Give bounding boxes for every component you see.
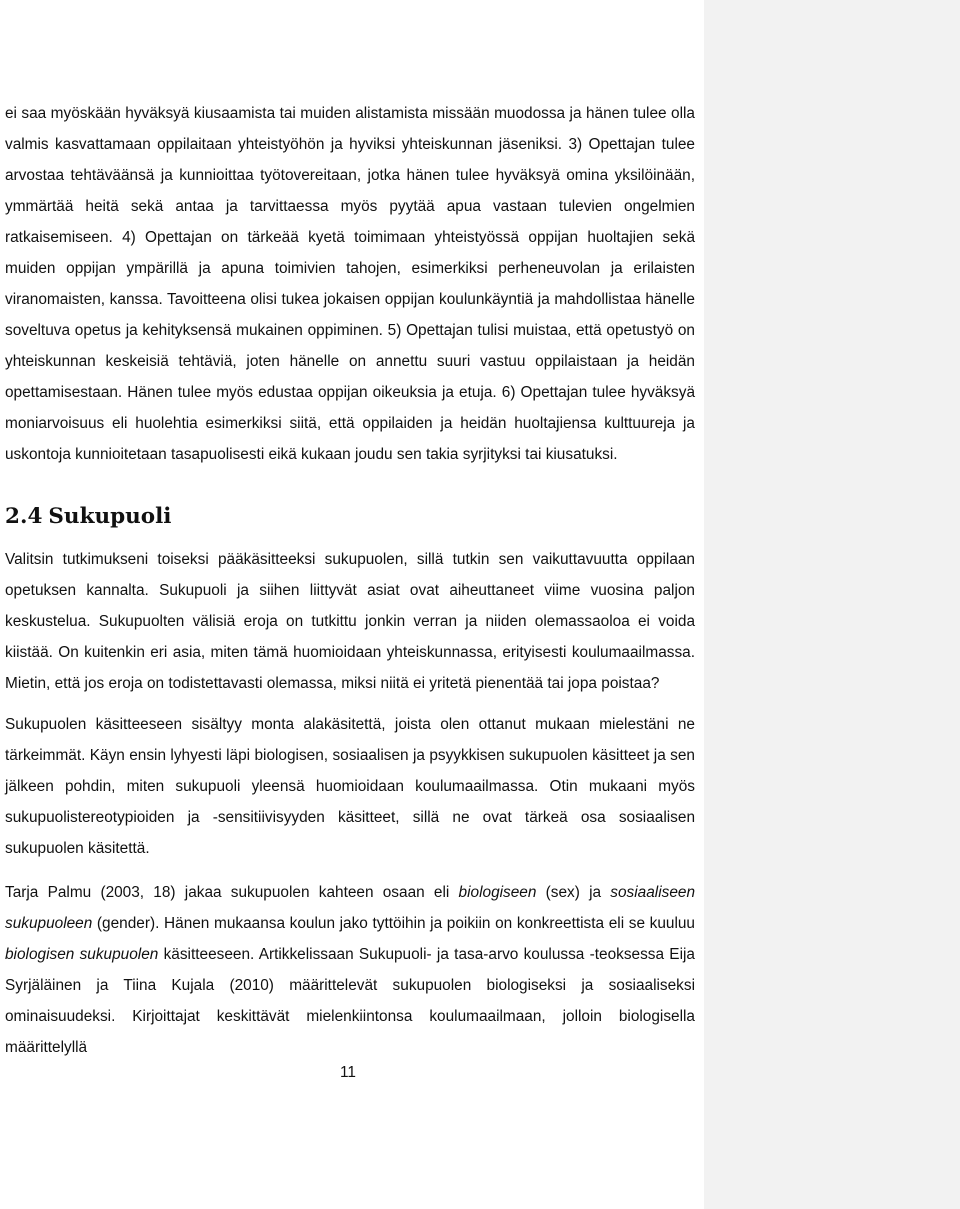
paragraph-4-text: (sex) ja [536, 884, 611, 901]
section-number: 2.4 [5, 504, 43, 529]
paragraph-4-text: käsitteeseen. Artikkelissaan Sukupuoli- ja tasa-arvo koulussa -teoksessa Eija Syrjäläinen ja Tiina Kujala (2010) määrittelevät sukupuolen biologiseksi ja sosiaaliseksi ominaisuudeksi. Kirjoittajat keskittävät mielenkiintonsa koulumaailmaan, jolloin biologisella määrittelyllä [5, 946, 695, 1056]
paragraph-4 [5, 877, 695, 1063]
section-title: Sukupuoli [48, 504, 172, 529]
term-biological-sex: biologisen sukupuolen [5, 946, 159, 963]
paragraph-2: Valitsin tutkimukseni toiseksi pääkäsitteeksi sukupuolen, sillä tutkin sen vaikuttavuutta oppilaan opetuksen kannalta. Sukupuoli ja siihen liittyvät asiat ovat aiheuttaneet viime vuosina paljon keskustelua. Sukupuolten välisiä eroja on tutkittu jonkin verran ja niiden olemassaoloa ei voida kiistää. On kuitenkin eri asia, miten tämä huomioidaan yhteiskunnassa, erityisesti koulumaailmassa. Mietin, että jos eroja on todistettavasti olemassa, miksi niitä ei yritetä pienentää tai jopa poistaa? [5, 551, 695, 692]
comment-pane [704, 0, 960, 1209]
paragraph-4-text: Tarja Palmu (2003, 18) jakaa sukupuolen kahteen osaan eli [5, 884, 459, 901]
page-number: 11 [340, 1064, 356, 1081]
paragraph-4-text: (gender). Hänen mukaansa koulun jako tyttöihin ja poikiin on konkreettista eli se kuuluu [92, 915, 695, 932]
paragraph-1: ei saa myöskään hyväksyä kiusaamista tai muiden alistamista missään muodossa ja hänen tulee olla valmis kasvattamaan oppilaitaan yhteistyöhön ja hyviksi yhteiskunnan jäseniksi. 3) Opettajan tulee arvostaa tehtäväänsä ja kunnioittaa työtovereitaan, jotka hänen tulee hyväksyä omina yksilöinään, ymmärtää heitä sekä antaa ja tarvittaessa myös pyytää apua vastaan tulevien ongelmien ratkaisemiseen. 4) Opettajan on tärkeää kyetä toimimaan yhteistyössä oppijan huoltajien sekä muiden oppijan ympärillä ja apuna toimivien tahojen, esimerkiksi perheneuvolan ja erilaisten viranomaisten, kanssa. Tavoitteena olisi tukea jokaisen oppijan koulunkäyntiä ja mahdollistaa hänelle soveltuva opetus ja kehityksensä mukainen oppiminen. 5) Opettajan tulisi muistaa, että opetustyö on yhteiskunnan keskeisiä tehtäviä, joten hänelle on annettu suuri vastuu oppilaistaan ja heidän opettamisestaan. Hänen tulee myös edustaa oppijan oikeuksia ja etuja. 6) Opettajan tulee hyväksyä moniarvoisuus eli huolehtia esimerkiksi siitä, että oppilaiden ja heidän huoltajiensa kulttuureja ja uskontoja kunnioitetaan tasapuolisesti eikä kukaan joudu sen takia syrjityksi tai kiusatuksi. [5, 105, 695, 463]
term-social-gender: sosiaaliseen sukupuoleen [5, 884, 695, 932]
paragraph-3: Sukupuolen käsitteeseen sisältyy monta alakäsitettä, joista olen ottanut mukaan mielestäni ne tärkeimmät. Käyn ensin lyhyesti läpi biologisen, sosiaalisen ja psyykkisen sukupuolen käsitteet ja sen jälkeen pohdin, miten sukupuoli yleensä huomioidaan koulumaailmassa. Otin mukaani myös sukupuolistereotypioiden ja -sensitiivisyyden käsitteet, sillä ne ovat tärkeä osa sosiaalisen sukupuolen käsitettä. [5, 716, 695, 857]
term-biological: biologiseen [458, 884, 537, 901]
section-heading [5, 502, 695, 532]
document-body [5, 98, 695, 1063]
